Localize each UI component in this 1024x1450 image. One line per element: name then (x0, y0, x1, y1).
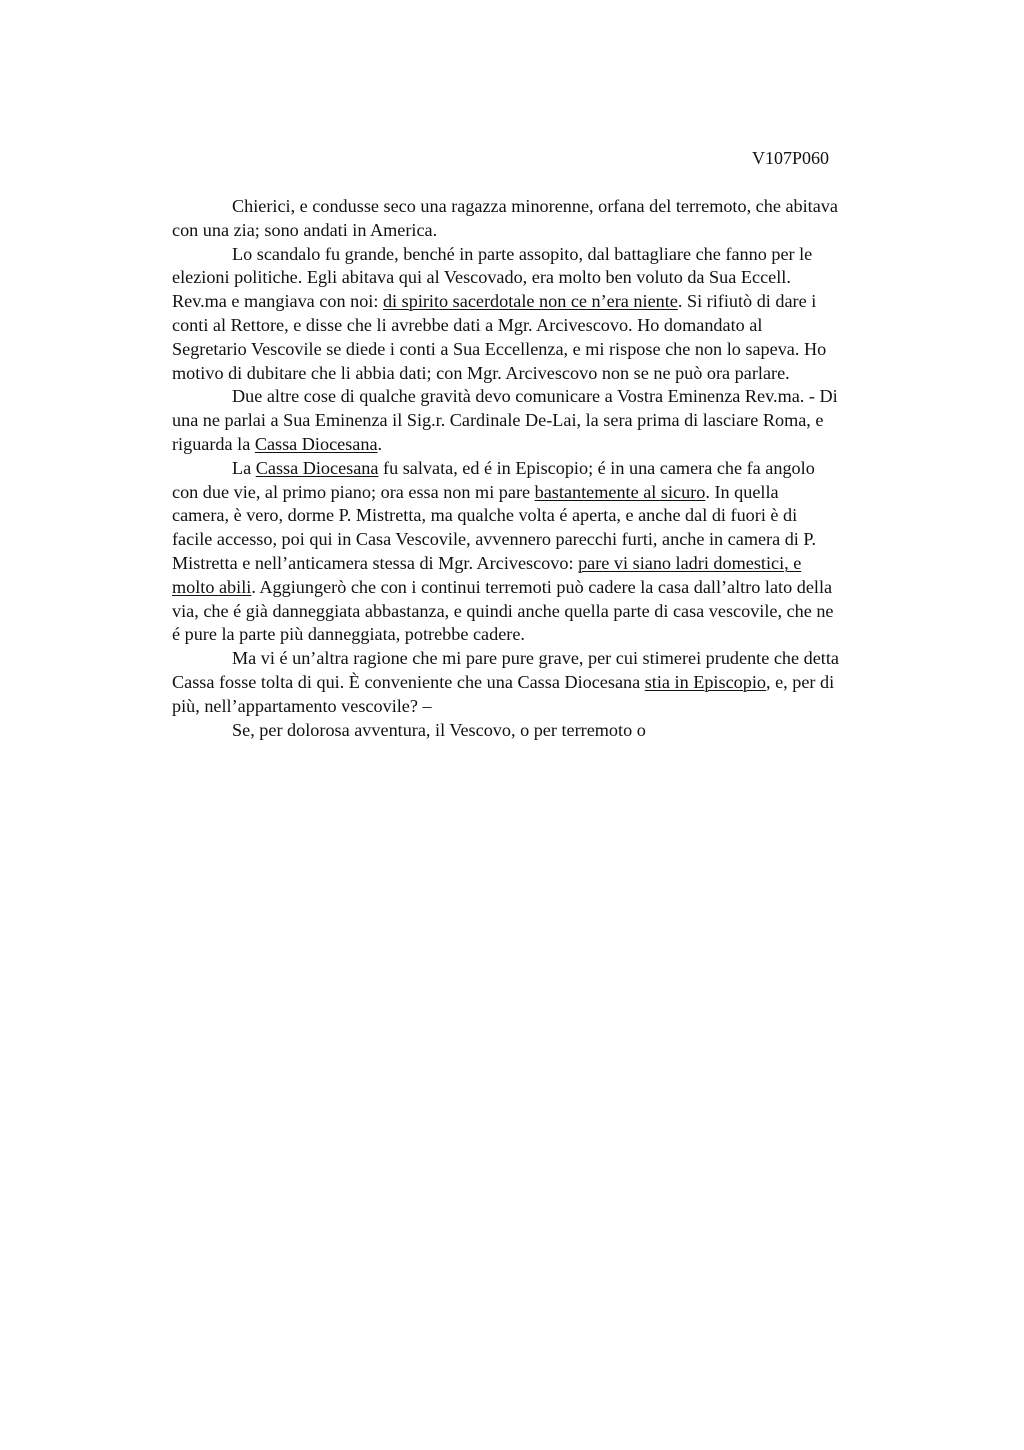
text-segment: , e, per di (765, 671, 835, 692)
underlined-text: molto abili (172, 576, 252, 597)
text-line (172, 314, 928, 338)
text-segment: con due vie, al primo piano; ora essa non mi pare (172, 481, 535, 502)
underlined-text: Cassa Diocesana (255, 457, 379, 478)
text-segment: fu salvata, ed é in Episcopio; é in una camera che fa angolo (378, 457, 815, 478)
text-line (172, 481, 928, 505)
text-segment: con una zia; sono andati in America. (172, 219, 438, 240)
text-segment: Segretario Vescovile se diede i conti a Sua Eccellenza, e mi rispose che non lo sapeva. Ho (172, 338, 827, 359)
text-line (172, 647, 928, 671)
text-line (172, 243, 928, 267)
text-segment: una ne parlai a Sua Eminenza il Sig.r. Cardinale De-Lai, la sera prima di lasciare Roma, e (172, 410, 824, 431)
text-segment: Due altre cose di qualche gravità devo comunicare a Vostra Eminenza Rev.ma. - Di (232, 386, 838, 407)
text-segment: Rev.ma e mangiava con noi: (172, 291, 383, 312)
text-line (172, 195, 928, 219)
text-segment: Mistretta e nell’anticamera stessa di Mgr. Arcivescovo: (172, 552, 579, 573)
text-segment: Se, per dolorosa avventura, il Vescovo, o per terremoto o (232, 719, 646, 740)
letter-body (172, 195, 928, 742)
text-segment: riguarda la (172, 433, 255, 454)
text-line (172, 623, 928, 647)
text-line (172, 552, 928, 576)
text-segment: é pure la parte più danneggiata, potrebbe cadere. (172, 624, 525, 645)
text-segment: Cassa fosse tolta di qui. È conveniente che una Cassa Diocesana (172, 671, 645, 692)
underlined-text: pare vi siano ladri domestici, e (578, 552, 802, 573)
text-segment: . Aggiungerò che con i continui terremoti può cadere la casa dall’altro lato della (251, 576, 833, 597)
text-segment: . In quella (705, 481, 779, 502)
text-line (172, 266, 928, 290)
text-segment: motivo di dubitare che li abbia dati; con Mgr. Arcivescovo non se ne può ora parlare. (172, 362, 790, 383)
underlined-text: Cassa Diocesana (254, 433, 378, 454)
text-line (172, 695, 928, 719)
text-segment: camera, è vero, dorme P. Mistretta, ma qualche volta é aperta, e anche dal di fuori è di (172, 505, 798, 526)
text-segment: più, nell’appartamento vescovile? – (172, 695, 432, 716)
text-segment: via, che é già danneggiata abbastanza, e quindi anche quella parte di casa vescovile, che ne (172, 600, 834, 621)
text-line (172, 528, 928, 552)
text-segment: Chierici, e condusse seco una ragazza minorenne, orfana del terremoto, che abitava (232, 196, 838, 216)
text-line (172, 600, 928, 624)
text-segment: facile accesso, poi qui in Casa Vescovile, avvennero parecchi furti, anche in camera di P. (172, 529, 817, 550)
underlined-text: stia in Episcopio (644, 671, 766, 692)
text-segment: Lo scandalo fu grande, benché in parte assopito, dal battagliare che fanno per le (232, 243, 813, 264)
text-line (172, 671, 928, 695)
text-line (172, 576, 928, 600)
text-segment: elezioni politiche. Egli abitava qui al Vescovado, era molto ben voluto da Sua Eccell. (172, 267, 791, 288)
text-line (172, 457, 928, 481)
underlined-text: di spirito sacerdotale non ce n’era niente (382, 291, 678, 312)
text-line (172, 338, 928, 362)
text-line (172, 433, 928, 457)
text-line (172, 719, 928, 743)
text-line (172, 504, 928, 528)
page-reference: V107P060 (752, 148, 830, 168)
text-line (172, 219, 928, 243)
underlined-text: bastantemente al sicuro (534, 481, 706, 502)
text-segment: . Si rifiutò di dare i (677, 291, 817, 312)
text-line (172, 290, 928, 314)
text-segment: Ma vi é un’altra ragione che mi pare pure grave, per cui stimerei prudente che detta (232, 648, 839, 669)
text-segment: . (377, 433, 383, 454)
text-line (172, 362, 928, 386)
text-segment: La (232, 457, 256, 478)
text-segment: conti al Rettore, e disse che li avrebbe dati a Mgr. Arcivescovo. Ho domandato al (172, 314, 763, 335)
text-line (172, 385, 928, 409)
text-line (172, 409, 928, 433)
